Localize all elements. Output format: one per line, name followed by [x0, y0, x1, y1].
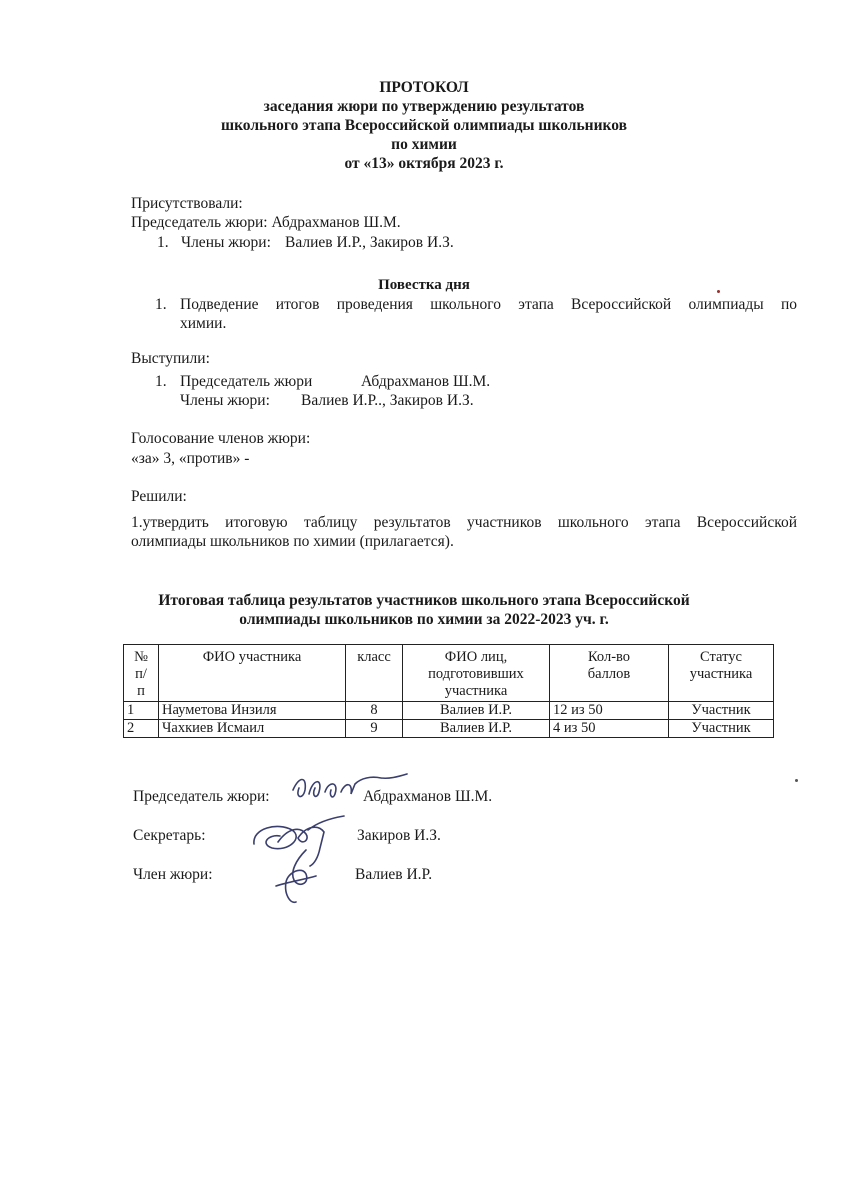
title-date: от «13» октября 2023 г.: [344, 155, 504, 172]
header-score: [550, 645, 669, 702]
chair-signature-scribble: [285, 768, 415, 813]
header-teacher-line-2: подготовивших: [428, 666, 524, 682]
cell-teacher: Валиев И.Р.: [403, 702, 550, 720]
title-line-1: заседания жюри по утверждению результатов: [263, 98, 585, 115]
speakers-heading: Выступили:: [131, 350, 210, 367]
speakers-num: 1.: [155, 373, 167, 390]
header-num-line-1: №: [134, 649, 148, 665]
cell-score: 4 из 50: [550, 720, 669, 738]
voting-result: «за» 3, «против» -: [131, 450, 250, 467]
signature-chair-name: Абдрахманов Ш.М.: [363, 788, 493, 805]
header-status-line-2: участника: [689, 666, 753, 682]
signature-secretary-label: Секретарь:: [133, 827, 206, 844]
header-num-line-3: п: [137, 683, 145, 699]
table-header-row: [124, 645, 774, 702]
speakers-chair-name: Абдрахманов Ш.М.: [361, 373, 491, 390]
signature-member-name: Валиев И.Р.: [355, 866, 433, 883]
table-title-line-2: олимпиады школьников по химии за 2022-2023 уч. г.: [239, 611, 609, 628]
cell-num: 2: [124, 720, 159, 738]
header-name: ФИО участника: [159, 645, 346, 702]
table-row: [124, 702, 774, 720]
attendance-members-names: Валиев И.Р., Закиров И.З.: [285, 234, 454, 251]
cell-status: Участник: [669, 702, 774, 720]
cell-num: 1: [124, 702, 159, 720]
title-line-3: по химии: [391, 136, 457, 153]
header-teacher: [403, 645, 550, 702]
header-grade: класс: [346, 645, 403, 702]
attendance-members-label: Члены жюри:: [181, 234, 271, 251]
header-score-line-2: баллов: [587, 666, 631, 682]
cell-name: Чахкиев Исмаил: [159, 720, 346, 738]
signature-chair-label: Председатель жюри:: [133, 788, 270, 805]
stray-mark: [717, 290, 720, 293]
attendance-heading: Присутствовали:: [131, 195, 243, 212]
title-line-2: школьного этапа Всероссийской олимпиады школьников: [221, 117, 627, 134]
decision-line-2: олимпиады школьников по химии (прилагается).: [131, 533, 454, 550]
header-num: [124, 645, 159, 702]
header-status: [669, 645, 774, 702]
results-table: [123, 644, 774, 738]
header-score-line-1: Кол-во: [587, 649, 631, 665]
cell-teacher: Валиев И.Р.: [403, 720, 550, 738]
agenda-item-num: 1.: [155, 296, 167, 313]
decision-line-1: 1.утвердить итоговую таблицу результатов участников школьного этапа Всероссийской: [131, 514, 797, 531]
attendance-members-num: 1.: [157, 234, 169, 251]
cell-grade: 8: [346, 702, 403, 720]
attendance-chair: Председатель жюри: Абдрахманов Ш.М.: [131, 214, 401, 231]
agenda-heading: Повестка дня: [378, 277, 470, 293]
header-status-line-1: Статус: [700, 649, 742, 665]
agenda-item-line-2: химии.: [180, 315, 227, 332]
stray-mark: [795, 779, 798, 782]
agenda-item-line-1: Подведение итогов проведения школьного этапа Всероссийской олимпиады по: [180, 296, 797, 313]
cell-score: 12 из 50: [550, 702, 669, 720]
voting-heading: Голосование членов жюри:: [131, 430, 311, 447]
table-row: [124, 720, 774, 738]
header-teacher-line-1: ФИО лиц,: [444, 649, 508, 665]
speakers-members-role: Члены жюри:: [180, 392, 270, 409]
cell-name: Науметова Инзиля: [159, 702, 346, 720]
header-num-line-2: п/: [135, 666, 147, 682]
member-signature-scribble: [266, 846, 336, 908]
signature-secretary-name: Закиров И.З.: [357, 827, 441, 844]
table-title-line-1: Итоговая таблица результатов участников школьного этапа Всероссийской: [158, 592, 690, 609]
speakers-chair-role: Председатель жюри: [180, 373, 313, 390]
speakers-members-names: Валиев И.Р.., Закиров И.З.: [301, 392, 474, 409]
header-teacher-line-3: участника: [444, 683, 508, 699]
cell-status: Участник: [669, 720, 774, 738]
document-title: ПРОТОКОЛ: [379, 79, 469, 96]
cell-grade: 9: [346, 720, 403, 738]
signature-member-label: Член жюри:: [133, 866, 213, 883]
decision-heading: Решили:: [131, 488, 187, 505]
